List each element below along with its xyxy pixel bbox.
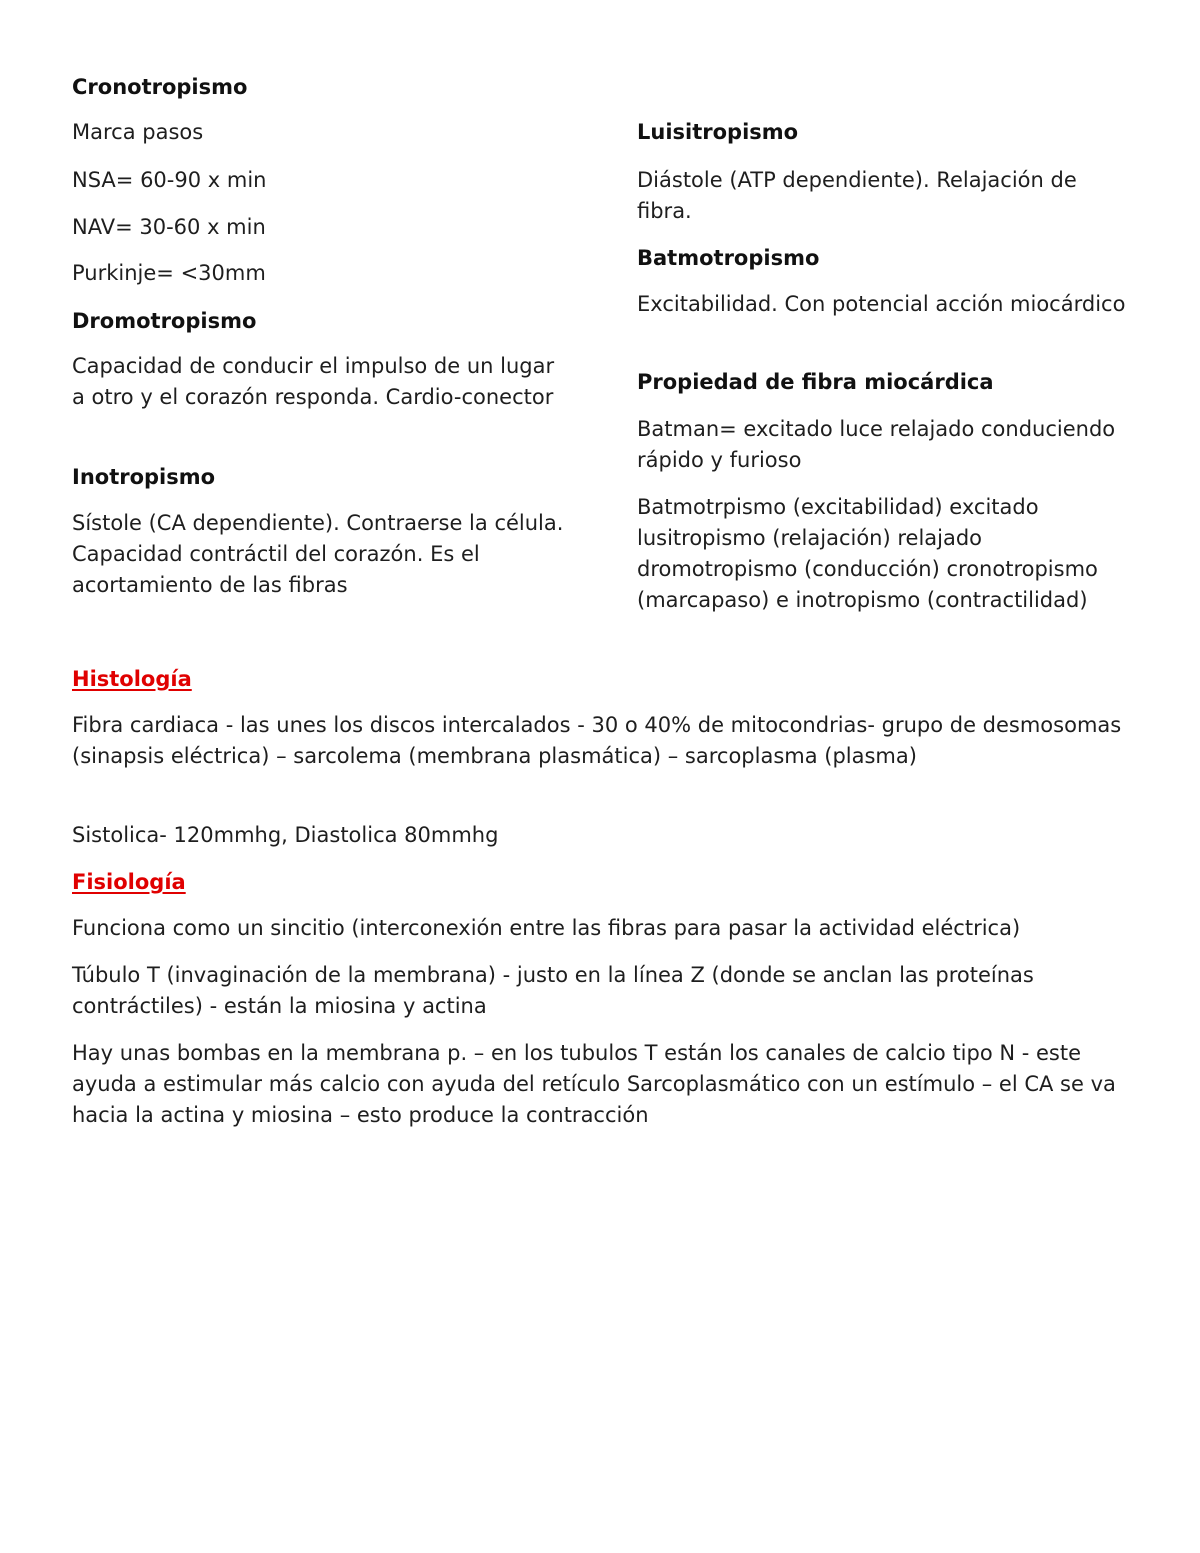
- heading-inotropismo: Inotropismo: [72, 465, 216, 489]
- paragraph-tubulo-t: Túbulo T (invaginación de la membrana) - justo en la línea Z (donde se anclan las proteínas contráctiles) - están la miosina y actina: [72, 963, 1034, 1018]
- line-purkinje: Purkinje= <30mm: [72, 261, 266, 285]
- paragraph-batmotropismo: Excitabilidad. Con potencial acción miocárdico: [637, 292, 1126, 316]
- heading-fisiologia: Fisiología: [72, 870, 186, 894]
- paragraph-bombas: Hay unas bombas en la membrana p. – en los tubulos T están los canales de calcio tipo N - este ayuda a estimular más calcio con ayuda del retículo Sarcoplasmático con un estímulo – el CA se va hacia la actina y miosina – esto produce la contracción: [72, 1041, 1116, 1127]
- line-nsa: NSA= 60-90 x min: [72, 168, 267, 192]
- paragraph-batman: Batman= excitado luce relajado conduciendo rápido y furioso: [637, 417, 1116, 472]
- paragraph-luisitropismo: Diástole (ATP dependiente). Relajación de fibra.: [637, 168, 1077, 223]
- paragraph-batmotrpismo: Batmotrpismo (excitabilidad) excitado lusitropismo (relajación) relajado dromotropismo (conducción) cronotropismo (marcapaso) e inotropismo (contractilidad): [637, 495, 1098, 612]
- heading-cronotropismo: Cronotropismo: [72, 75, 248, 99]
- paragraph-dromotropismo: Capacidad de conducir el impulso de un lugar a otro y el corazón responda. Cardio-conector: [72, 354, 555, 409]
- paragraph-presion: Sistolica- 120mmhg, Diastolica 80mmhg: [72, 823, 499, 847]
- line-marca-pasos: Marca pasos: [72, 120, 204, 144]
- heading-histologia: Histología: [72, 667, 192, 691]
- heading-batmotropismo: Batmotropismo: [637, 246, 820, 270]
- paragraph-sincitio: Funciona como un sincitio (interconexión entre las fibras para pasar la actividad eléctrica): [72, 916, 1021, 940]
- line-nav: NAV= 30-60 x min: [72, 215, 266, 239]
- paragraph-fibra-cardiaca: Fibra cardiaca - las unes los discos intercalados - 30 o 40% de mitocondrias- grupo de desmosomas (sinapsis eléctrica) – sarcolema (membrana plasmática) – sarcoplasma (plasma): [72, 713, 1122, 768]
- heading-luisitropismo: Luisitropismo: [637, 120, 799, 144]
- heading-dromotropismo: Dromotropismo: [72, 309, 257, 333]
- heading-propiedad-fibra: Propiedad de fibra miocárdica: [637, 370, 994, 394]
- paragraph-inotropismo: Sístole (CA dependiente). Contraerse la célula. Capacidad contráctil del corazón. Es el acortamiento de las fibras: [72, 511, 564, 597]
